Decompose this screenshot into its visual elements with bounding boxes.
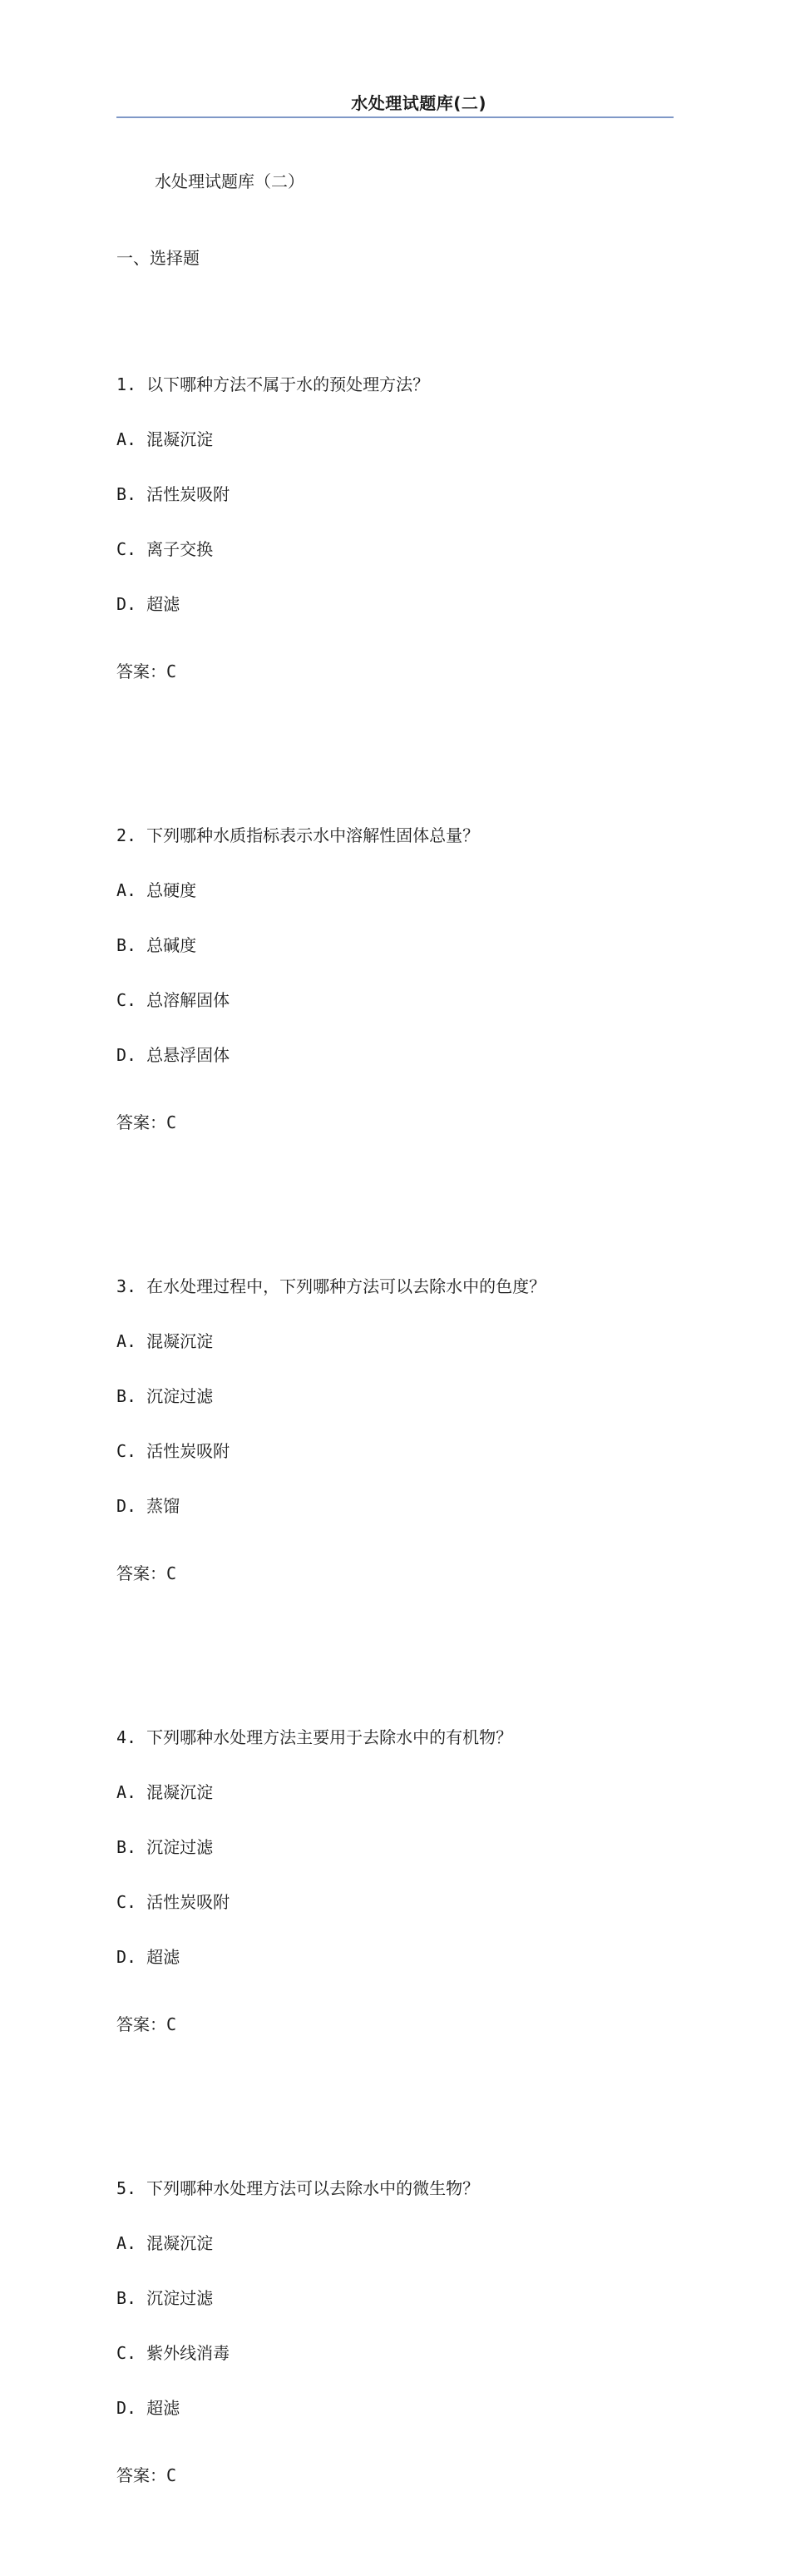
option-d: D. 总悬浮固体 xyxy=(116,1045,230,1065)
page-header xyxy=(116,90,674,118)
answer-text: 答案：C xyxy=(116,661,177,681)
answer-text: 答案：C xyxy=(116,1563,177,1583)
answer-text: 答案：C xyxy=(116,2465,177,2485)
option-a: A. 混凝沉淀 xyxy=(116,1331,214,1351)
answer-text: 答案：C xyxy=(116,2014,177,2034)
option-a: A. 混凝沉淀 xyxy=(116,429,214,449)
header-title: 水处理试题库(二) xyxy=(351,93,486,113)
question-text: 3. 在水处理过程中，下列哪种方法可以去除水中的色度？ xyxy=(116,1276,546,1296)
option-b: B. 沉淀过滤 xyxy=(116,1386,214,1406)
section-heading: 一、选择题 xyxy=(116,248,200,268)
option-c: C. 活性炭吸附 xyxy=(116,1441,230,1461)
question-text: 4. 下列哪种水处理方法主要用于去除水中的有机物？ xyxy=(116,1727,513,1747)
option-d: D. 超滤 xyxy=(116,1947,180,1967)
option-b: B. 总碱度 xyxy=(116,935,197,955)
question-item xyxy=(116,790,682,1171)
option-a: A. 混凝沉淀 xyxy=(116,2233,214,2253)
question-text: 5. 下列哪种水处理方法可以去除水中的微生物？ xyxy=(116,2178,480,2198)
question-item xyxy=(116,1241,682,1622)
option-b: B. 沉淀过滤 xyxy=(116,2288,214,2308)
question-text: 1. 以下哪种方法不属于水的预处理方法？ xyxy=(116,374,430,394)
question-item xyxy=(116,1692,682,2073)
option-c: C. 总溶解固体 xyxy=(116,990,230,1010)
option-d: D. 蒸馏 xyxy=(116,1496,180,1516)
question-text: 2. 下列哪种水质指标表示水中溶解性固体总量？ xyxy=(116,825,480,845)
option-c: C. 活性炭吸附 xyxy=(116,1892,230,1912)
option-c: C. 紫外线消毒 xyxy=(116,2343,230,2363)
answer-text: 答案：C xyxy=(116,1112,177,1132)
question-item xyxy=(116,339,682,720)
option-c: C. 离子交换 xyxy=(116,539,214,559)
option-b: B. 活性炭吸附 xyxy=(116,484,230,504)
question-item xyxy=(116,2143,682,2524)
option-b: B. 沉淀过滤 xyxy=(116,1837,214,1857)
option-a: A. 总硬度 xyxy=(116,880,197,900)
option-a: A. 混凝沉淀 xyxy=(116,1782,214,1802)
document-subtitle: 水处理试题库（二） xyxy=(155,171,304,191)
option-d: D. 超滤 xyxy=(116,594,180,614)
option-d: D. 超滤 xyxy=(116,2398,180,2418)
document-body xyxy=(116,133,682,2575)
